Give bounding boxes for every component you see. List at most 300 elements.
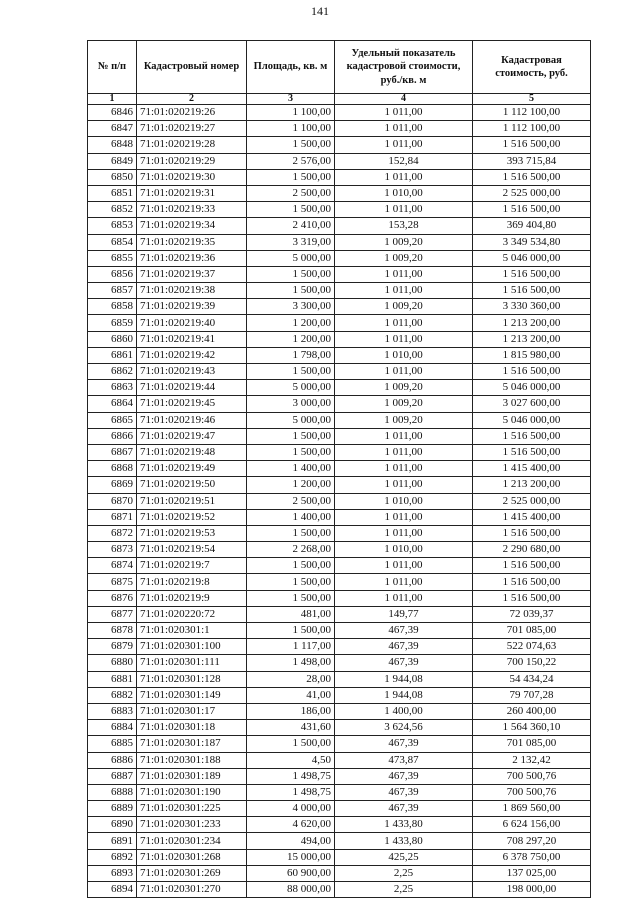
table-row <box>88 121 591 137</box>
row-number-cell: 6864 <box>88 396 137 412</box>
area-cell: 1 100,00 <box>247 121 335 137</box>
header-area: Площадь, кв. м <box>247 41 335 94</box>
cadastral-number-cell: 71:01:020219:51 <box>137 493 247 509</box>
cadastral-value-cell: 198 000,00 <box>473 882 591 898</box>
area-cell: 2 410,00 <box>247 218 335 234</box>
unit-value-cell: 1 944,08 <box>335 687 473 703</box>
area-cell: 1 500,00 <box>247 525 335 541</box>
page-number: 141 <box>311 4 329 18</box>
row-number-cell: 6870 <box>88 493 137 509</box>
unit-value-cell: 1 011,00 <box>335 137 473 153</box>
table-body <box>88 105 591 898</box>
area-cell: 1 498,00 <box>247 655 335 671</box>
cadastral-number-cell: 71:01:020301:18 <box>137 720 247 736</box>
table-row <box>88 752 591 768</box>
cadastral-number-cell: 71:01:020219:7 <box>137 558 247 574</box>
unit-value-cell: 467,39 <box>335 784 473 800</box>
unit-value-cell: 425,25 <box>335 849 473 865</box>
table-row <box>88 218 591 234</box>
cadastral-value-cell: 700 150,22 <box>473 655 591 671</box>
table-row <box>88 509 591 525</box>
cadastral-value-cell: 1 415 400,00 <box>473 461 591 477</box>
cadastral-number-cell: 71:01:020301:225 <box>137 801 247 817</box>
cadastral-number-cell: 71:01:020219:49 <box>137 461 247 477</box>
cadastral-number-cell: 71:01:020219:28 <box>137 137 247 153</box>
cadastral-value-cell: 1 516 500,00 <box>473 283 591 299</box>
area-cell: 1 400,00 <box>247 509 335 525</box>
unit-value-cell: 467,39 <box>335 801 473 817</box>
area-cell: 3 300,00 <box>247 299 335 315</box>
table-row <box>88 299 591 315</box>
area-cell: 1 500,00 <box>247 574 335 590</box>
cadastral-value-cell: 522 074,63 <box>473 639 591 655</box>
cadastral-table <box>87 40 591 898</box>
unit-value-cell: 153,28 <box>335 218 473 234</box>
row-number-cell: 6855 <box>88 250 137 266</box>
area-cell: 28,00 <box>247 671 335 687</box>
table-row <box>88 347 591 363</box>
row-number-cell: 6868 <box>88 461 137 477</box>
cadastral-number-cell: 71:01:020219:48 <box>137 444 247 460</box>
row-number-cell: 6879 <box>88 639 137 655</box>
unit-value-cell: 1 011,00 <box>335 574 473 590</box>
cadastral-number-cell: 71:01:020301:111 <box>137 655 247 671</box>
unit-value-cell: 1 011,00 <box>335 121 473 137</box>
unit-value-cell: 2,25 <box>335 865 473 881</box>
cadastral-number-cell: 71:01:020219:53 <box>137 525 247 541</box>
row-number-cell: 6872 <box>88 525 137 541</box>
area-cell: 88 000,00 <box>247 882 335 898</box>
area-cell: 3 000,00 <box>247 396 335 412</box>
row-number-cell: 6885 <box>88 736 137 752</box>
cadastral-number-cell: 71:01:020219:50 <box>137 477 247 493</box>
row-number-cell: 6848 <box>88 137 137 153</box>
row-number-cell: 6874 <box>88 558 137 574</box>
unit-value-cell: 3 624,56 <box>335 720 473 736</box>
unit-value-cell: 2,25 <box>335 882 473 898</box>
cadastral-value-cell: 1 516 500,00 <box>473 444 591 460</box>
area-cell: 481,00 <box>247 606 335 622</box>
cadastral-number-cell: 71:01:020219:43 <box>137 364 247 380</box>
area-cell: 15 000,00 <box>247 849 335 865</box>
table-row <box>88 817 591 833</box>
cadastral-value-cell: 1 869 560,00 <box>473 801 591 817</box>
table-row <box>88 315 591 331</box>
area-cell: 1 100,00 <box>247 105 335 121</box>
cadastral-number-cell: 71:01:020219:52 <box>137 509 247 525</box>
row-number-cell: 6862 <box>88 364 137 380</box>
cadastral-number-cell: 71:01:020301:269 <box>137 865 247 881</box>
unit-value-cell: 1 011,00 <box>335 283 473 299</box>
cadastral-number-cell: 71:01:020219:29 <box>137 153 247 169</box>
cadastral-number-cell: 71:01:020219:9 <box>137 590 247 606</box>
unit-value-cell: 1 010,00 <box>335 542 473 558</box>
area-cell: 60 900,00 <box>247 865 335 881</box>
row-number-cell: 6871 <box>88 509 137 525</box>
row-number-cell: 6876 <box>88 590 137 606</box>
table-row <box>88 380 591 396</box>
unit-value-cell: 1 011,00 <box>335 509 473 525</box>
cadastral-number-cell: 71:01:020301:149 <box>137 687 247 703</box>
unit-value-cell: 1 011,00 <box>335 364 473 380</box>
table-row <box>88 185 591 201</box>
unit-value-cell: 1 009,20 <box>335 380 473 396</box>
cadastral-value-cell: 1 516 500,00 <box>473 137 591 153</box>
column-number-row <box>88 94 591 105</box>
header-cadastral-value: Кадастровая стоимость, руб. <box>473 41 591 94</box>
row-number-cell: 6856 <box>88 266 137 282</box>
unit-value-cell: 1 011,00 <box>335 444 473 460</box>
row-number-cell: 6887 <box>88 768 137 784</box>
table-row <box>88 493 591 509</box>
area-cell: 1 500,00 <box>247 283 335 299</box>
cadastral-value-cell: 1 516 500,00 <box>473 558 591 574</box>
table-row <box>88 865 591 881</box>
cadastral-value-cell: 2 132,42 <box>473 752 591 768</box>
row-number-cell: 6857 <box>88 283 137 299</box>
cadastral-number-cell: 71:01:020301:270 <box>137 882 247 898</box>
row-number-cell: 6861 <box>88 347 137 363</box>
row-number-cell: 6883 <box>88 703 137 719</box>
cadastral-number-cell: 71:01:020220:72 <box>137 606 247 622</box>
table-row <box>88 153 591 169</box>
table-row <box>88 574 591 590</box>
cadastral-value-cell: 3 349 534,80 <box>473 234 591 250</box>
table-header-row <box>88 41 591 94</box>
cadastral-value-cell: 5 046 000,00 <box>473 380 591 396</box>
table-row <box>88 444 591 460</box>
unit-value-cell: 1 011,00 <box>335 477 473 493</box>
area-cell: 1 500,00 <box>247 364 335 380</box>
table-row <box>88 331 591 347</box>
cadastral-value-cell: 72 039,37 <box>473 606 591 622</box>
header-unit-value: Удельный показатель кадастровой стоимости, руб./кв. м <box>335 41 473 94</box>
unit-value-cell: 1 011,00 <box>335 202 473 218</box>
cadastral-value-cell: 369 404,80 <box>473 218 591 234</box>
cadastral-value-cell: 137 025,00 <box>473 865 591 881</box>
row-number-cell: 6889 <box>88 801 137 817</box>
cadastral-value-cell: 701 085,00 <box>473 736 591 752</box>
cadastral-number-cell: 71:01:020219:38 <box>137 283 247 299</box>
area-cell: 1 500,00 <box>247 590 335 606</box>
unit-value-cell: 467,39 <box>335 736 473 752</box>
unit-value-cell: 1 011,00 <box>335 558 473 574</box>
cadastral-number-cell: 71:01:020219:45 <box>137 396 247 412</box>
cadastral-value-cell: 5 046 000,00 <box>473 412 591 428</box>
row-number-cell: 6880 <box>88 655 137 671</box>
cadastral-value-cell: 6 624 156,00 <box>473 817 591 833</box>
unit-value-cell: 1 011,00 <box>335 525 473 541</box>
table-row <box>88 105 591 121</box>
table-row <box>88 202 591 218</box>
table-row <box>88 461 591 477</box>
area-cell: 1 500,00 <box>247 558 335 574</box>
area-cell: 41,00 <box>247 687 335 703</box>
cadastral-value-cell: 54 434,24 <box>473 671 591 687</box>
cadastral-value-cell: 1 516 500,00 <box>473 169 591 185</box>
table-row <box>88 542 591 558</box>
cadastral-value-cell: 2 525 000,00 <box>473 185 591 201</box>
row-number-cell: 6866 <box>88 428 137 444</box>
column-number: 3 <box>247 94 335 105</box>
unit-value-cell: 152,84 <box>335 153 473 169</box>
row-number-cell: 6881 <box>88 671 137 687</box>
row-number-cell: 6847 <box>88 121 137 137</box>
unit-value-cell: 467,39 <box>335 768 473 784</box>
area-cell: 1 200,00 <box>247 331 335 347</box>
cadastral-number-cell: 71:01:020219:33 <box>137 202 247 218</box>
cadastral-value-cell: 3 330 360,00 <box>473 299 591 315</box>
unit-value-cell: 149,77 <box>335 606 473 622</box>
row-number-cell: 6865 <box>88 412 137 428</box>
area-cell: 1 200,00 <box>247 477 335 493</box>
cadastral-number-cell: 71:01:020219:41 <box>137 331 247 347</box>
unit-value-cell: 1 011,00 <box>335 331 473 347</box>
cadastral-value-cell: 708 297,20 <box>473 833 591 849</box>
header-cadastral-number: Кадастровый номер <box>137 41 247 94</box>
unit-value-cell: 1 011,00 <box>335 428 473 444</box>
unit-value-cell: 1 011,00 <box>335 315 473 331</box>
cadastral-number-cell: 71:01:020301:234 <box>137 833 247 849</box>
unit-value-cell: 1 009,20 <box>335 299 473 315</box>
cadastral-number-cell: 71:01:020219:34 <box>137 218 247 234</box>
cadastral-value-cell: 1 516 500,00 <box>473 364 591 380</box>
area-cell: 1 498,75 <box>247 768 335 784</box>
table-row <box>88 671 591 687</box>
row-number-cell: 6846 <box>88 105 137 121</box>
row-number-cell: 6882 <box>88 687 137 703</box>
table-row <box>88 687 591 703</box>
column-number: 5 <box>473 94 591 105</box>
table-row <box>88 283 591 299</box>
table-row <box>88 784 591 800</box>
unit-value-cell: 1 433,80 <box>335 833 473 849</box>
unit-value-cell: 1 010,00 <box>335 347 473 363</box>
unit-value-cell: 1 944,08 <box>335 671 473 687</box>
cadastral-number-cell: 71:01:020301:190 <box>137 784 247 800</box>
cadastral-number-cell: 71:01:020301:233 <box>137 817 247 833</box>
table-row <box>88 364 591 380</box>
unit-value-cell: 467,39 <box>335 655 473 671</box>
area-cell: 4 620,00 <box>247 817 335 833</box>
cadastral-value-cell: 2 290 680,00 <box>473 542 591 558</box>
cadastral-value-cell: 1 213 200,00 <box>473 477 591 493</box>
row-number-cell: 6867 <box>88 444 137 460</box>
cadastral-number-cell: 71:01:020301:268 <box>137 849 247 865</box>
cadastral-value-cell: 1 516 500,00 <box>473 525 591 541</box>
cadastral-number-cell: 71:01:020219:30 <box>137 169 247 185</box>
cadastral-value-cell: 1 213 200,00 <box>473 331 591 347</box>
cadastral-value-cell: 1 415 400,00 <box>473 509 591 525</box>
cadastral-value-cell: 260 400,00 <box>473 703 591 719</box>
area-cell: 1 200,00 <box>247 315 335 331</box>
row-number-cell: 6858 <box>88 299 137 315</box>
area-cell: 1 500,00 <box>247 623 335 639</box>
area-cell: 1 798,00 <box>247 347 335 363</box>
row-number-cell: 6894 <box>88 882 137 898</box>
row-number-cell: 6888 <box>88 784 137 800</box>
area-cell: 4 000,00 <box>247 801 335 817</box>
cadastral-number-cell: 71:01:020219:40 <box>137 315 247 331</box>
table-row <box>88 606 591 622</box>
area-cell: 1 400,00 <box>247 461 335 477</box>
table-row <box>88 768 591 784</box>
area-cell: 1 117,00 <box>247 639 335 655</box>
row-number-cell: 6852 <box>88 202 137 218</box>
area-cell: 2 500,00 <box>247 185 335 201</box>
cadastral-value-cell: 79 707,28 <box>473 687 591 703</box>
cadastral-number-cell: 71:01:020219:26 <box>137 105 247 121</box>
area-cell: 1 498,75 <box>247 784 335 800</box>
area-cell: 1 500,00 <box>247 202 335 218</box>
cadastral-number-cell: 71:01:020301:189 <box>137 768 247 784</box>
area-cell: 5 000,00 <box>247 250 335 266</box>
row-number-cell: 6873 <box>88 542 137 558</box>
unit-value-cell: 1 011,00 <box>335 169 473 185</box>
cadastral-value-cell: 5 046 000,00 <box>473 250 591 266</box>
cadastral-number-cell: 71:01:020219:42 <box>137 347 247 363</box>
cadastral-value-cell: 2 525 000,00 <box>473 493 591 509</box>
area-cell: 431,60 <box>247 720 335 736</box>
area-cell: 1 500,00 <box>247 169 335 185</box>
cadastral-value-cell: 1 815 980,00 <box>473 347 591 363</box>
cadastral-value-cell: 1 516 500,00 <box>473 574 591 590</box>
row-number-cell: 6863 <box>88 380 137 396</box>
table-row <box>88 169 591 185</box>
column-number: 4 <box>335 94 473 105</box>
unit-value-cell: 473,87 <box>335 752 473 768</box>
row-number-cell: 6850 <box>88 169 137 185</box>
cadastral-number-cell: 71:01:020301:188 <box>137 752 247 768</box>
row-number-cell: 6851 <box>88 185 137 201</box>
unit-value-cell: 1 010,00 <box>335 185 473 201</box>
row-number-cell: 6854 <box>88 234 137 250</box>
table-row <box>88 266 591 282</box>
unit-value-cell: 1 009,20 <box>335 234 473 250</box>
cadastral-number-cell: 71:01:020301:17 <box>137 703 247 719</box>
area-cell: 3 319,00 <box>247 234 335 250</box>
unit-value-cell: 1 011,00 <box>335 105 473 121</box>
cadastral-value-cell: 1 516 500,00 <box>473 590 591 606</box>
unit-value-cell: 1 400,00 <box>335 703 473 719</box>
cadastral-number-cell: 71:01:020219:35 <box>137 234 247 250</box>
cadastral-value-cell: 1 516 500,00 <box>473 202 591 218</box>
unit-value-cell: 1 010,00 <box>335 493 473 509</box>
table-row <box>88 396 591 412</box>
table-row <box>88 801 591 817</box>
row-number-cell: 6877 <box>88 606 137 622</box>
table-row <box>88 477 591 493</box>
cadastral-number-cell: 71:01:020301:1 <box>137 623 247 639</box>
row-number-cell: 6853 <box>88 218 137 234</box>
row-number-cell: 6891 <box>88 833 137 849</box>
cadastral-value-cell: 701 085,00 <box>473 623 591 639</box>
column-number: 1 <box>88 94 137 105</box>
area-cell: 4,50 <box>247 752 335 768</box>
row-number-cell: 6893 <box>88 865 137 881</box>
cadastral-value-cell: 1 213 200,00 <box>473 315 591 331</box>
table-row <box>88 720 591 736</box>
cadastral-value-cell: 700 500,76 <box>473 784 591 800</box>
row-number-cell: 6875 <box>88 574 137 590</box>
table-row <box>88 412 591 428</box>
table-row <box>88 882 591 898</box>
cadastral-value-cell: 1 112 100,00 <box>473 105 591 121</box>
cadastral-value-cell: 393 715,84 <box>473 153 591 169</box>
cadastral-number-cell: 71:01:020301:100 <box>137 639 247 655</box>
table-row <box>88 590 591 606</box>
table-row <box>88 428 591 444</box>
cadastral-value-cell: 1 112 100,00 <box>473 121 591 137</box>
row-number-cell: 6892 <box>88 849 137 865</box>
unit-value-cell: 1 009,20 <box>335 396 473 412</box>
table-row <box>88 623 591 639</box>
table-row <box>88 234 591 250</box>
cadastral-value-cell: 6 378 750,00 <box>473 849 591 865</box>
unit-value-cell: 1 011,00 <box>335 590 473 606</box>
cadastral-number-cell: 71:01:020219:46 <box>137 412 247 428</box>
unit-value-cell: 1 011,00 <box>335 266 473 282</box>
table-row <box>88 558 591 574</box>
table-row <box>88 250 591 266</box>
cadastral-number-cell: 71:01:020219:8 <box>137 574 247 590</box>
row-number-cell: 6860 <box>88 331 137 347</box>
area-cell: 1 500,00 <box>247 137 335 153</box>
table-row <box>88 655 591 671</box>
row-number-cell: 6849 <box>88 153 137 169</box>
cadastral-value-cell: 1 516 500,00 <box>473 266 591 282</box>
cadastral-value-cell: 1 516 500,00 <box>473 428 591 444</box>
table-row <box>88 639 591 655</box>
unit-value-cell: 1 011,00 <box>335 461 473 477</box>
area-cell: 5 000,00 <box>247 380 335 396</box>
row-number-cell: 6878 <box>88 623 137 639</box>
area-cell: 1 500,00 <box>247 444 335 460</box>
cadastral-number-cell: 71:01:020219:37 <box>137 266 247 282</box>
table-row <box>88 833 591 849</box>
row-number-cell: 6859 <box>88 315 137 331</box>
row-number-cell: 6884 <box>88 720 137 736</box>
area-cell: 1 500,00 <box>247 266 335 282</box>
unit-value-cell: 1 009,20 <box>335 250 473 266</box>
table-row <box>88 525 591 541</box>
cadastral-number-cell: 71:01:020219:44 <box>137 380 247 396</box>
cadastral-number-cell: 71:01:020301:128 <box>137 671 247 687</box>
row-number-cell: 6869 <box>88 477 137 493</box>
area-cell: 2 500,00 <box>247 493 335 509</box>
cadastral-number-cell: 71:01:020219:47 <box>137 428 247 444</box>
table-row <box>88 736 591 752</box>
cadastral-number-cell: 71:01:020219:27 <box>137 121 247 137</box>
table-row <box>88 137 591 153</box>
cadastral-value-cell: 1 564 360,10 <box>473 720 591 736</box>
area-cell: 186,00 <box>247 703 335 719</box>
header-row-number: № п/п <box>88 41 137 94</box>
row-number-cell: 6890 <box>88 817 137 833</box>
area-cell: 2 576,00 <box>247 153 335 169</box>
area-cell: 494,00 <box>247 833 335 849</box>
cadastral-value-cell: 700 500,76 <box>473 768 591 784</box>
unit-value-cell: 1 009,20 <box>335 412 473 428</box>
area-cell: 1 500,00 <box>247 428 335 444</box>
area-cell: 5 000,00 <box>247 412 335 428</box>
unit-value-cell: 1 433,80 <box>335 817 473 833</box>
cadastral-number-cell: 71:01:020219:36 <box>137 250 247 266</box>
unit-value-cell: 467,39 <box>335 639 473 655</box>
cadastral-number-cell: 71:01:020219:39 <box>137 299 247 315</box>
table-row <box>88 703 591 719</box>
cadastral-number-cell: 71:01:020301:187 <box>137 736 247 752</box>
